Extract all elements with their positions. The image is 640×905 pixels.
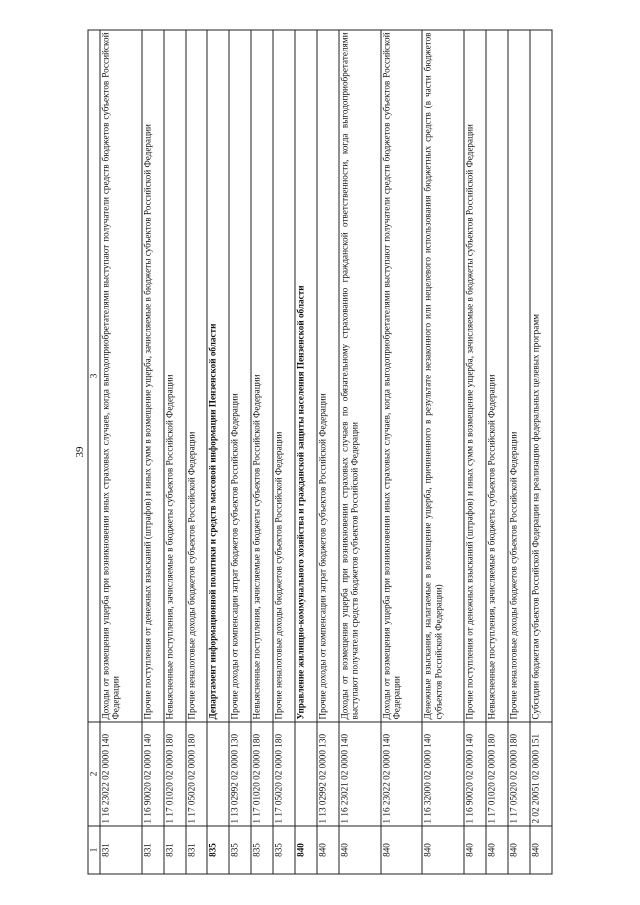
page-number: 39	[74, 446, 86, 458]
budget-code-cell	[207, 722, 229, 826]
admin-code-cell: 840	[339, 826, 381, 874]
description-cell: Прочие доходы от компенсации затрат бюджетов субъектов Российской Федерации	[229, 30, 251, 722]
description-cell: Прочие неналоговые доходы бюджетов субъектов Российской Федерации	[186, 30, 208, 722]
admin-code-cell: 831	[142, 826, 164, 874]
admin-code-cell: 840	[381, 826, 423, 874]
description-cell: Прочие поступления от денежных взысканий (штрафов) и иных сумм в возмещение ущерба, зачисляемые в бюджеты субъектов Российской Федерации	[142, 30, 164, 722]
budget-code-cell: 1 16 23022 02 0000 140	[100, 722, 142, 826]
column-header-1: 1	[88, 826, 100, 874]
column-header-2: 2	[88, 722, 100, 826]
admin-code-cell: 840	[317, 826, 339, 874]
table-row	[273, 30, 295, 874]
table-row	[186, 30, 208, 874]
admin-code-cell: 831	[186, 826, 208, 874]
section-header-row	[207, 30, 229, 874]
admin-code-cell: 835	[273, 826, 295, 874]
table-row	[486, 30, 508, 874]
admin-code-cell: 831	[164, 826, 186, 874]
description-cell: Доходы от возмещения ущерба при возникновении иных страховых случаев, когда выгодоприобретателями выступают получатели средств бюджетов субъектов Российской Федерации	[100, 30, 142, 722]
description-cell: Прочие поступления от денежных взысканий (штрафов) и иных сумм в возмещение ущерба, зачисляемые в бюджеты субъектов Российской Федерации	[464, 30, 486, 722]
description-cell: Доходы от возмещения ущерба при возникновении иных страховых случаев, когда выгодоприобретателями выступают получатели средств бюджетов субъектов Российской Федерации	[381, 30, 423, 722]
budget-code-cell: 1 17 01020 02 0000 180	[486, 722, 508, 826]
table-row	[464, 30, 486, 874]
admin-code-cell: 835	[251, 826, 273, 874]
description-cell: Прочие неналоговые доходы бюджетов субъектов Российской Федерации	[273, 30, 295, 722]
budget-code-cell: 1 16 90020 02 0000 140	[142, 722, 164, 826]
table-row	[381, 30, 423, 874]
budget-code-cell: 1 17 01020 02 0000 180	[251, 722, 273, 826]
budget-code-cell: 1 17 05020 02 0000 180	[186, 722, 208, 826]
column-header-3: 3	[88, 30, 100, 722]
budget-code-cell: 1 16 23022 02 0000 140	[381, 722, 423, 826]
description-cell: Прочие доходы от компенсации затрат бюджетов субъектов Российской Федерации	[317, 30, 339, 722]
budget-code-cell: 1 17 05020 02 0000 180	[273, 722, 295, 826]
description-cell: Управление жилищно-коммунального хозяйства и гражданской защиты населения Пензенской области	[295, 30, 317, 722]
admin-code-cell: 840	[486, 826, 508, 874]
budget-code-cell: 1 16 23021 02 0000 140	[339, 722, 381, 826]
description-cell: Невыясненные поступления, зачисляемые в бюджеты субъектов Российской Федерации	[164, 30, 186, 722]
table-row	[251, 30, 273, 874]
description-cell: Денежные взыскания, налагаемые в возмещение ущерба, причиненного в результате незаконного или нецелевого использования бюджетных средств (в части бюджетов субъектов Российской Федерации)	[422, 30, 464, 722]
rotated-page	[88, 30, 553, 875]
admin-code-cell: 840	[530, 826, 552, 874]
description-cell: Департамент информационной политики и средств массовой информации Пензенской области	[207, 30, 229, 722]
budget-code-cell: 1 17 05020 02 0000 180	[508, 722, 530, 826]
budget-code-cell: 2 02 20051 02 0000 151	[530, 722, 552, 826]
table-row	[339, 30, 381, 874]
description-cell: Субсидии бюджетам субъектов Российской Федерации на реализацию федеральных целевых программ	[530, 30, 552, 722]
budget-code-cell: 1 16 90020 02 0000 140	[464, 722, 486, 826]
admin-code-cell: 831	[100, 826, 142, 874]
admin-code-cell: 840	[295, 826, 317, 874]
budget-code-cell: 1 16 32000 02 0000 140	[422, 722, 464, 826]
table-row	[317, 30, 339, 874]
table-row	[100, 30, 142, 874]
budget-code-cell: 1 17 01020 02 0000 180	[164, 722, 186, 826]
admin-code-cell: 840	[508, 826, 530, 874]
table-row	[508, 30, 530, 874]
budget-code-cell: 1 13 02992 02 0000 130	[229, 722, 251, 826]
description-cell: Невыясненные поступления, зачисляемые в бюджеты субъектов Российской Федерации	[251, 30, 273, 722]
table-row	[142, 30, 164, 874]
table-body	[100, 30, 552, 874]
table-row	[422, 30, 464, 874]
description-cell: Прочие неналоговые доходы бюджетов субъектов Российской Федерации	[508, 30, 530, 722]
admin-code-cell: 835	[207, 826, 229, 874]
revenue-codes-table	[88, 30, 553, 875]
budget-code-cell	[295, 722, 317, 826]
description-cell: Невыясненные поступления, зачисляемые в бюджеты субъектов Российской Федерации	[486, 30, 508, 722]
column-number-row	[88, 30, 100, 874]
admin-code-cell: 835	[229, 826, 251, 874]
admin-code-cell: 840	[422, 826, 464, 874]
table-row	[229, 30, 251, 874]
admin-code-cell: 840	[464, 826, 486, 874]
table-row	[164, 30, 186, 874]
section-header-row	[295, 30, 317, 874]
budget-code-cell: 1 13 02992 02 0000 130	[317, 722, 339, 826]
table-row	[530, 30, 552, 874]
description-cell: Доходы от возмещения ущерба при возникновении страховых случаев по обязательному страхованию гражданской ответственности, когда выгодоприобретателями выступают получатели средств бюджетов субъектов Российской Федерации	[339, 30, 381, 722]
